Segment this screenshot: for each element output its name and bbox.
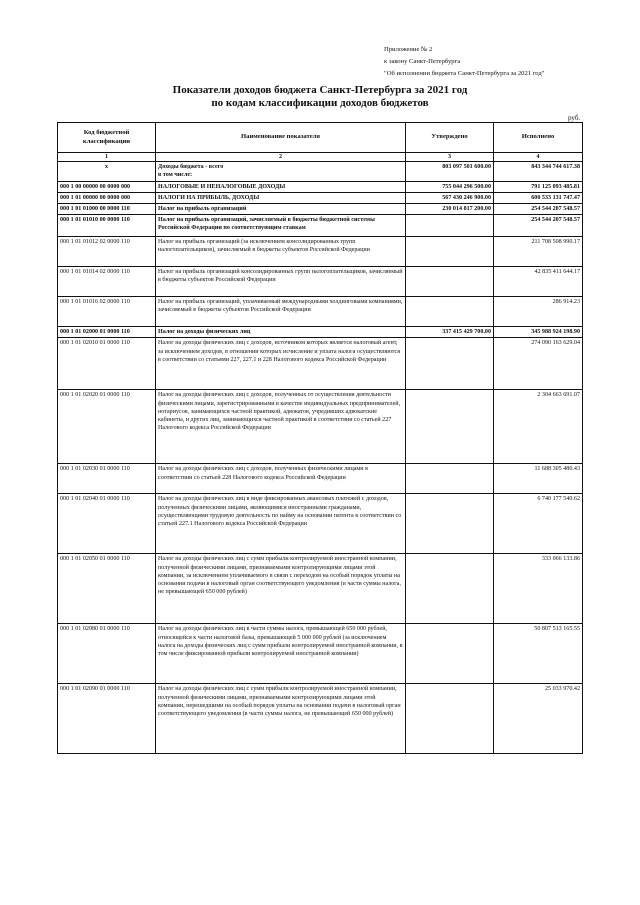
annex-line-1: Приложение № 2: [384, 46, 433, 53]
row-executed: 211 708 508 990.17: [494, 237, 583, 267]
row-code: 000 1 01 01016 02 0000 110: [58, 297, 156, 327]
row-approved: [406, 237, 494, 267]
row-executed: 25 033 970.42: [494, 684, 583, 754]
row-executed: 333 066 133.86: [494, 554, 583, 624]
row-name: Налог на доходы физических лиц в виде фиксированных авансовых платежей с доходов, полученных физическими лицами, являющимися иностранными гражданами, осуществляющими трудовую деятельность по найму на основании патента в соответствии со статьей 227.1 Налогового кодекса Российской Федерации: [156, 494, 406, 554]
header-row: [58, 123, 583, 153]
table-row: [58, 338, 583, 390]
row-approved: 567 430 246 900.00: [406, 192, 494, 203]
row-code: 000 1 01 01014 02 0000 110: [58, 267, 156, 297]
table-row: [58, 297, 583, 327]
row-code: 000 1 01 00000 00 0000 000: [58, 192, 156, 203]
row-name: Налог на доходы физических лиц с доходов, полученных физическими лицами в соответствии со статьей 228 Налогового кодекса Российской Федерации: [156, 464, 406, 494]
row-approved: 230 014 817 200.00: [406, 204, 494, 215]
index-cell: 1: [58, 153, 156, 162]
table-row: [58, 162, 583, 181]
row-name: Налог на прибыль организаций, зачисляемый в бюджеты бюджетной системы Российской Федерации по соответствующим ставкам: [156, 215, 406, 237]
table-row: [58, 684, 583, 754]
row-approved: [406, 464, 494, 494]
title-line-1: Показатели доходов бюджета Санкт-Петербурга за 2021 год: [172, 84, 468, 96]
row-code: 000 1 01 01010 00 0000 110: [58, 215, 156, 237]
row-approved: [406, 390, 494, 464]
table-row: [58, 494, 583, 554]
row-code: х: [58, 162, 156, 181]
row-approved: [406, 624, 494, 684]
revenue-table: [57, 122, 583, 754]
index-cell: 4: [494, 153, 583, 162]
table-row: [58, 204, 583, 215]
table-row: [58, 464, 583, 494]
row-executed: 254 544 207 548.57: [494, 204, 583, 215]
row-code: 000 1 01 02000 01 0000 110: [58, 327, 156, 338]
row-approved: [406, 267, 494, 297]
table-row: [58, 237, 583, 267]
table-row: [58, 327, 583, 338]
row-code: 000 1 01 01000 00 0000 110: [58, 204, 156, 215]
index-row: [58, 153, 583, 162]
table-row: [58, 215, 583, 237]
row-executed: 791 125 093 485.81: [494, 181, 583, 192]
row-executed: 274 090 163 629.04: [494, 338, 583, 390]
index-cell: 2: [156, 153, 406, 162]
row-executed: 6 740 177 540.62: [494, 494, 583, 554]
annex-note: [384, 44, 544, 80]
row-code: 000 1 01 02040 01 0000 110: [58, 494, 156, 554]
annex-line-2: к закону Санкт-Петербурга: [384, 58, 461, 65]
table-row: [58, 192, 583, 203]
row-name: Налог на прибыль организаций, уплачиваемый международными холдинговыми компаниями, зачисляемый в бюджеты субъектов Российской Федерации: [156, 297, 406, 327]
row-name: Налог на доходы физических лиц в части суммы налога, превышающей 650 000 рублей, относящейся к части налоговой базы, превышающей 5 000 000 рублей (за исключением налога на доходы физических лиц с сумм прибыли контролируемой иностранной компании, в том числе фиксированной прибыли контролируемой иностранной компании): [156, 624, 406, 684]
row-approved: 803 097 501 600.00: [406, 162, 494, 181]
row-name: НАЛОГОВЫЕ И НЕНАЛОГОВЫЕ ДОХОДЫ: [156, 181, 406, 192]
row-code: 000 1 01 02020 01 0000 110: [58, 390, 156, 464]
row-code: 000 1 01 02010 01 0000 110: [58, 338, 156, 390]
row-executed: 600 533 131 747.47: [494, 192, 583, 203]
row-approved: [406, 494, 494, 554]
row-code: 000 1 01 02050 01 0000 110: [58, 554, 156, 624]
row-name: НАЛОГИ НА ПРИБЫЛЬ, ДОХОДЫ: [156, 192, 406, 203]
table-row: [58, 267, 583, 297]
row-name: Налог на доходы физических лиц с доходов, источником которых является налоговый агент, за исключением доходов, в отношении которых исчисление и уплата налога осуществляются в соответствии со статьями 227, 227.1 и 228 Налогового кодекса Российской Федерации: [156, 338, 406, 390]
row-executed: 254 544 207 548.57: [494, 215, 583, 237]
header-name: Наименование показателя: [156, 123, 406, 153]
row-approved: [406, 215, 494, 237]
row-executed: 843 344 744 617.38: [494, 162, 583, 181]
row-approved: 337 415 429 700.00: [406, 327, 494, 338]
row-name: Налог на прибыль организаций консолидированных групп налогоплательщиков, зачисляемый в бюджеты субъектов Российской Федерации: [156, 267, 406, 297]
unit-label: руб.: [568, 114, 581, 122]
row-executed: 345 988 924 198.90: [494, 327, 583, 338]
header-approved: Утверждено: [406, 123, 494, 153]
row-approved: [406, 684, 494, 754]
row-code: 000 1 01 02080 01 0000 110: [58, 624, 156, 684]
row-name: Налог на доходы физических лиц: [156, 327, 406, 338]
table-row: [58, 181, 583, 192]
header-code: Код бюджетной классификации: [58, 123, 156, 153]
row-executed: 42 835 411 644.17: [494, 267, 583, 297]
table-row: [58, 390, 583, 464]
table-body: [58, 162, 583, 754]
row-name: Доходы бюджета - всего в том числе:: [156, 162, 406, 181]
document-title: [0, 84, 640, 110]
row-executed: 50 807 513 165.55: [494, 624, 583, 684]
row-executed: 2 304 663 691.07: [494, 390, 583, 464]
row-name: Налог на доходы физических лиц с доходов, полученных от осуществления деятельности физическими лицами, зарегистрированными в качестве индивидуальных предпринимателей, нотариусов, занимающихся частной практикой, адвокатов, учредивших адвокатские кабинеты, и других лиц, занимающихся частной практикой в соответствии со статьей 227 Налогового кодекса Российской Федерации: [156, 390, 406, 464]
row-name: Налог на прибыль организаций (за исключением консолидированных групп налогоплательщиков), зачисляемый в бюджеты субъектов Российской Федерации: [156, 237, 406, 267]
table-row: [58, 554, 583, 624]
row-executed: 11 688 305 480.43: [494, 464, 583, 494]
annex-line-3: "Об исполнении бюджета Санкт-Петербурга за 2021 год": [384, 70, 545, 77]
header-executed: Исполнено: [494, 123, 583, 153]
row-code: 000 1 00 00000 00 0000 000: [58, 181, 156, 192]
row-code: 000 1 01 02030 01 0000 110: [58, 464, 156, 494]
title-line-2: по кодам классификации доходов бюджетов: [211, 97, 429, 109]
table-row: [58, 624, 583, 684]
row-approved: 755 044 296 500.00: [406, 181, 494, 192]
row-approved: [406, 338, 494, 390]
row-approved: [406, 297, 494, 327]
row-approved: [406, 554, 494, 624]
row-name: Налог на прибыль организаций: [156, 204, 406, 215]
row-code: 000 1 01 02090 01 0000 110: [58, 684, 156, 754]
row-code: 000 1 01 01012 02 0000 110: [58, 237, 156, 267]
row-executed: 286 914.23: [494, 297, 583, 327]
row-name: Налог на доходы физических лиц с сумм прибыли контролируемой иностранной компании, полученной физическими лицами, признаваемыми контролирующими лицами этой компании, за исключением уплачиваемого в связи с переходом на особый порядок уплаты на основании подачи в налоговый орган соответствующего уведомления (в части суммы налога, не превышающей 650 000 рублей): [156, 554, 406, 624]
index-cell: 3: [406, 153, 494, 162]
row-name: Налог на доходы физических лиц с сумм прибыли контролируемой иностранной компании, полученной физическими лицами, признаваемыми контролирующими лицами этой компании, перешедшими на особый порядок уплаты на основании подачи в налоговый орган соответствующего уведомления (в части суммы налога, не превышающей 650 000 рублей): [156, 684, 406, 754]
